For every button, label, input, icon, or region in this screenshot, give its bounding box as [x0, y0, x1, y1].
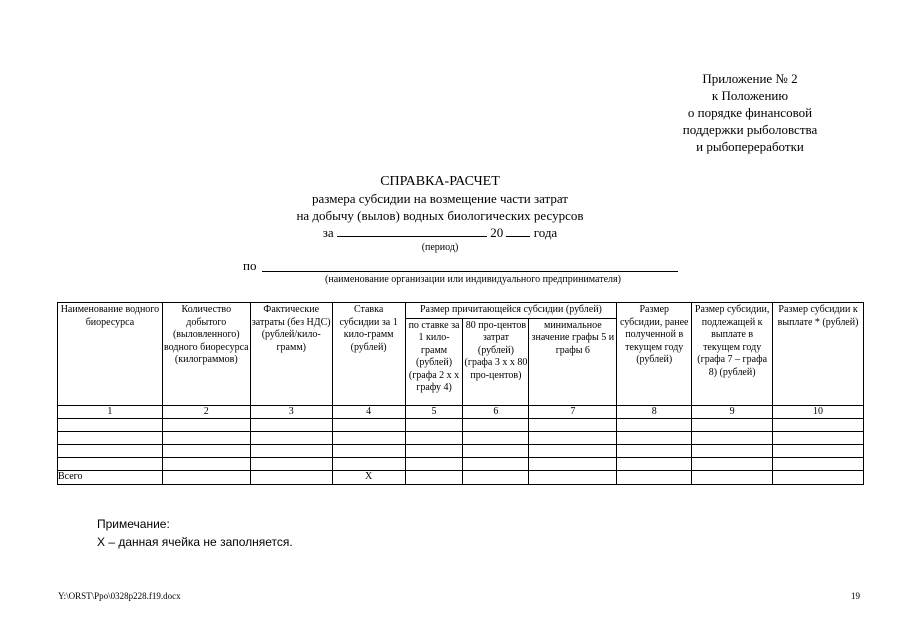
cell[interactable]: [692, 432, 773, 445]
cell[interactable]: [58, 445, 163, 458]
period-row: [200, 224, 680, 241]
cell[interactable]: [58, 419, 163, 432]
header-col2: Количество добытого (выловленного) водного биоресурса (килограммов): [162, 303, 250, 406]
header-col5: по ставке за 1 кило-грамм (рублей) (графа 2 х х графу 4): [405, 318, 463, 405]
year-suffix: года: [533, 225, 558, 240]
cell[interactable]: [692, 445, 773, 458]
cell[interactable]: [529, 445, 617, 458]
col-number: 5: [405, 405, 463, 419]
appendix-line: Приложение № 2: [702, 71, 798, 86]
cell[interactable]: [617, 471, 692, 485]
header-col7: минимальное значение графы 5 и графы 6: [529, 318, 617, 405]
header-col4: Ставка субсидии за 1 кило-грамм (рублей): [332, 303, 405, 406]
cell[interactable]: [58, 458, 163, 471]
total-row: [58, 471, 864, 485]
cell[interactable]: [162, 445, 250, 458]
cell[interactable]: [529, 432, 617, 445]
cell[interactable]: [463, 445, 529, 458]
total-label: Всего: [58, 471, 163, 485]
org-caption: (наименование организации или индивидуального предпринимателя): [325, 274, 621, 285]
col-number: 1: [58, 405, 163, 419]
appendix-line: и рыбопереработки: [696, 139, 804, 154]
cell[interactable]: [692, 458, 773, 471]
cell[interactable]: [617, 458, 692, 471]
header-col8: Размер субсидии, ранее полученной в текущем году (рублей): [617, 303, 692, 406]
za-label: за: [322, 225, 334, 240]
period-caption: (период): [421, 242, 459, 253]
cell[interactable]: [250, 445, 332, 458]
cell[interactable]: [405, 419, 463, 432]
col-number: 4: [332, 405, 405, 419]
col-number: 10: [773, 405, 864, 419]
org-label: по: [243, 258, 257, 273]
cell[interactable]: [692, 419, 773, 432]
cell[interactable]: [162, 419, 250, 432]
cell[interactable]: [332, 419, 405, 432]
appendix-header: [640, 70, 860, 155]
col-number: 6: [463, 405, 529, 419]
cell[interactable]: [58, 432, 163, 445]
footer-path: Y:\ORST\Ppo\0328p228.f19.docx: [58, 591, 181, 601]
note-text: Х – данная ячейка не заполняется.: [97, 535, 293, 549]
cell[interactable]: [617, 419, 692, 432]
cell[interactable]: [250, 458, 332, 471]
header-col3: Фактические затраты (без НДС) (рублей/кило-грамм): [250, 303, 332, 406]
cell[interactable]: [463, 432, 529, 445]
cell[interactable]: [162, 471, 250, 485]
col-number: 8: [617, 405, 692, 419]
cell[interactable]: [250, 432, 332, 445]
page-number: 19: [851, 591, 860, 601]
total-x: Х: [332, 471, 405, 485]
table-row: [58, 458, 864, 471]
header-col1: Наименование водного биоресурса: [58, 303, 163, 406]
header-group: Размер причитающейся субсидии (рублей): [405, 303, 617, 319]
cell[interactable]: [162, 458, 250, 471]
header-col6: 80 про-центов затрат (рублей) (графа 3 х х 80 про-центов): [463, 318, 529, 405]
cell[interactable]: [250, 419, 332, 432]
table-row: [58, 445, 864, 458]
cell[interactable]: [405, 432, 463, 445]
cell[interactable]: [162, 432, 250, 445]
document-title: [200, 173, 680, 254]
cell[interactable]: [463, 458, 529, 471]
table-row: [58, 419, 864, 432]
cell[interactable]: [773, 471, 864, 485]
cell[interactable]: [773, 419, 864, 432]
cell[interactable]: [250, 471, 332, 485]
title-line2: размера субсидии на возмещение части затрат: [312, 191, 568, 206]
period-field[interactable]: [337, 224, 487, 237]
cell[interactable]: [529, 419, 617, 432]
year-prefix: 20: [490, 225, 504, 240]
table-row: [58, 432, 864, 445]
col-number: 2: [162, 405, 250, 419]
appendix-line: к Положению: [711, 88, 789, 103]
note-block: [97, 515, 293, 551]
appendix-line: поддержки рыболовства: [682, 122, 818, 137]
col-number: 3: [250, 405, 332, 419]
cell[interactable]: [332, 432, 405, 445]
cell[interactable]: [332, 445, 405, 458]
cell[interactable]: [617, 432, 692, 445]
cell[interactable]: [529, 471, 617, 485]
cell[interactable]: [405, 458, 463, 471]
header-col10: Размер субсидии к выплате * (рублей): [773, 303, 864, 406]
col-number: 7: [529, 405, 617, 419]
subsidy-table: [57, 302, 864, 485]
cell[interactable]: [617, 445, 692, 458]
cell[interactable]: [463, 471, 529, 485]
cell[interactable]: [773, 445, 864, 458]
cell[interactable]: [405, 445, 463, 458]
title-heading: СПРАВКА-РАСЧЕТ: [380, 174, 500, 189]
appendix-line: о порядке финансовой: [687, 105, 813, 120]
cell[interactable]: [773, 432, 864, 445]
cell[interactable]: [332, 458, 405, 471]
cell[interactable]: [529, 458, 617, 471]
col-number: 9: [692, 405, 773, 419]
header-col9: Размер субсидии, подлежащей к выплате в текущем году (графа 7 – графа 8) (рублей): [692, 303, 773, 406]
year-field[interactable]: [506, 224, 530, 237]
org-field[interactable]: [262, 271, 678, 272]
cell[interactable]: [463, 419, 529, 432]
title-line3: на добычу (вылов) водных биологических ресурсов: [296, 208, 584, 223]
cell[interactable]: [405, 471, 463, 485]
cell[interactable]: [773, 458, 864, 471]
note-title: Примечание:: [97, 517, 170, 531]
column-numbers-row: [58, 405, 864, 419]
cell[interactable]: [692, 471, 773, 485]
